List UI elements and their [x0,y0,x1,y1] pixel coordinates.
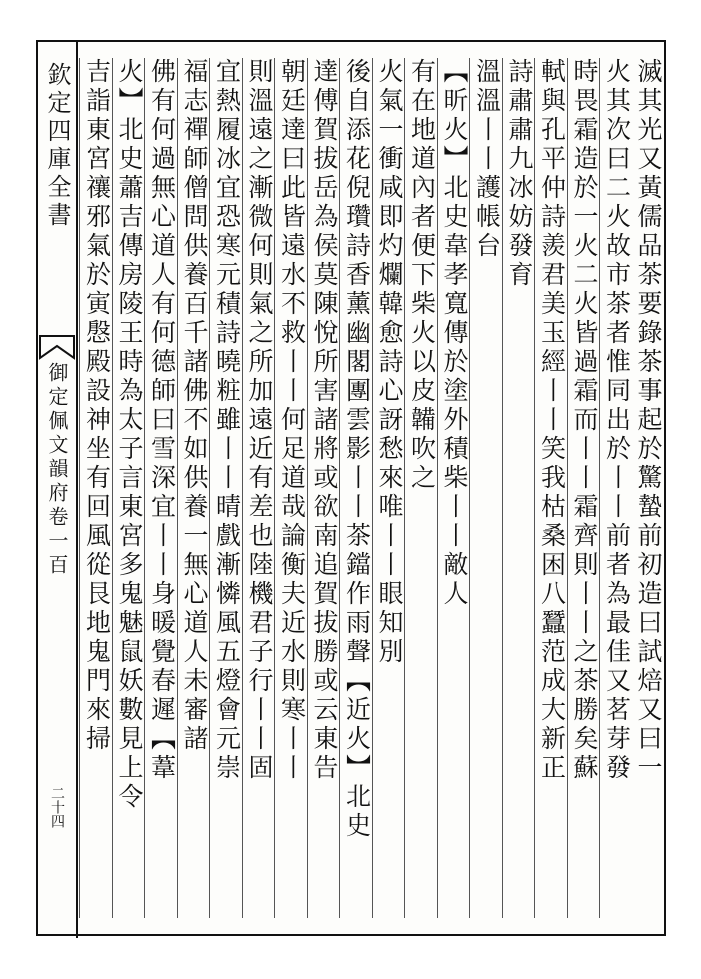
text-column: 滅其光又黃儒品茶要錄茶事起於驚蟄前初造曰試焙又曰一 [634,58,663,783]
fish-tail-ornament [38,334,76,360]
book-title: 御定佩文韻府卷一百 [45,362,69,578]
text-column: 吉詣東宮禳邪氣於寅慇殿設神坐有回風從艮地鬼門來掃 [79,58,113,918]
text-column: 火其次曰二火故市茶者惟同出於丨丨前者為最佳又茗芽發 [599,58,633,918]
text-column: 時畏霜造於一火二火皆過霜而丨丨霜齊則丨丨之茶勝矣蘇 [567,58,601,918]
text-column: 後自添花倪瓚詩香薰幽閣團雲影丨丨茶鐺作雨聲【近火】北史 [339,58,373,918]
text-column: 達傅賀拔岳為侯莫陳悅所害諸將或欲南追賀拔勝或云東告 [307,58,341,918]
text-column: 溫溫丨丨護帳台 [469,58,503,918]
text-column: 【昕火】北史韋孝寬傳於塗外積柴丨丨敵人 [437,58,471,918]
spine [38,42,78,938]
collection-title: 欽定四庫全書 [43,62,71,230]
text-column: 詩肅肅九冰妨發育 [502,58,536,918]
page-frame [36,40,666,936]
text-column: 火】北史蕭吉傳房陵王時為太子言東宮多鬼魅鼠妖數見上令 [112,58,146,918]
text-column: 朝廷達曰此皆遠水不救丨丨何足道哉論衡夫近水則寒丨丨 [274,58,308,918]
text-column: 火氣一衝咸即灼爛韓愈詩心訝愁來唯丨丨眼知別 [372,58,406,918]
page-number: 二十四 [49,786,65,828]
text-column: 佛有何過無心道人有何德師曰雪深宜丨丨身暖覺春遲【葦 [144,58,178,918]
text-area [78,42,664,934]
text-column: 福志禪師僧問供養百千諸佛不如供養一無心道人未審諸 [177,58,211,918]
text-column: 有在地道內者便下柴火以皮韛吹之 [404,58,438,918]
text-column: 宜熱履冰宜恐寒元積詩曉粧雖丨丨晴戲漸憐風五燈會元崇 [209,58,243,918]
text-column: 則溫遠之漸微何則氣之所加遠近有差也陸機君子行丨丨固 [242,58,276,918]
text-column: 軾與孔平仲詩羨君美玉經丨丨笑我枯桑困八蠶范成大新正 [534,58,568,918]
